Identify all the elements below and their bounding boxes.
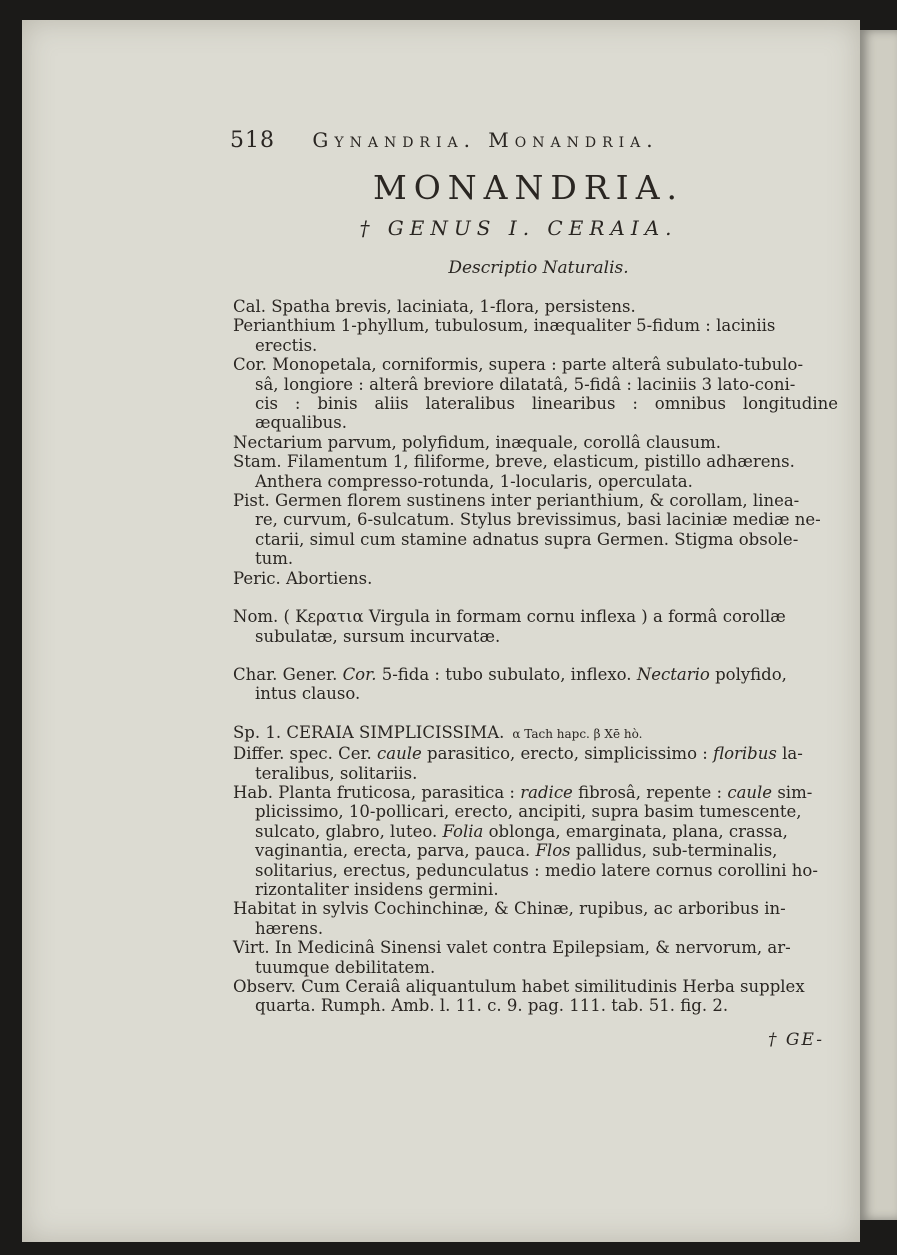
pericarp-line: Peric. Abortiens. xyxy=(233,568,373,588)
pistil-line: Pist. Germen florem sustinens inter perianthium, & corollam, linea- re, curvum, 6-sulcatum. Stylus brevissimus, basi laciniæ mediæ ne- ctarii, simul cum stamine adnatus supra Germen. Stigma obsole- tum. xyxy=(233,491,821,569)
running-title: Gynandria. Monandria. xyxy=(312,128,659,152)
description-subtitle: Descriptio Naturalis. xyxy=(448,258,629,278)
text-body xyxy=(233,297,838,1016)
virtues-line: Virt. In Medicinâ Sinensi valet contra Epilepsiam, & nervorum, ar- tuumque debilitatem. xyxy=(233,938,791,977)
genus-heading: † GENUS I. CERAIA. xyxy=(359,216,678,240)
differentia-line: Differ. spec. Cer. caule parasitico, erecto, simplicissimo : floribus la- teralibus, solitariis. xyxy=(233,744,803,783)
species-line: Sp. 1. CERAIA SIMPLICISSIMA. α Tach hapc. β Xē hò. xyxy=(233,722,643,742)
running-header xyxy=(230,128,830,153)
stamen-line: Stam. Filamentum 1, filiforme, breve, elasticum, pistillo adhærens. Anthera compresso-rotunda, 1-locularis, operculata. xyxy=(233,452,795,491)
nectarium-line: Nectarium parvum, polyfidum, inæquale, corollâ clausum. xyxy=(233,432,721,452)
page-number: 518 xyxy=(230,128,275,153)
facing-page-edge xyxy=(860,30,897,1220)
calyx-line: Cal. Spatha brevis, laciniata, 1-flora, persistens. xyxy=(233,297,636,316)
catchword: † GE- xyxy=(768,1030,824,1050)
habitat-line: Habitat in sylvis Cochinchinæ, & Chinæ, rupibus, ac arboribus in- hærens. xyxy=(233,899,786,938)
nomen-line: Nom. ( Κερατια Virgula in formam cornu inflexa ) a formâ corollæ subulatæ, sursum incurvatæ. xyxy=(233,607,786,646)
habitus-line: Hab. Planta fruticosa, parasitica : radice fibrosâ, repente : caule sim- plicissimo, 10-pollicari, erecto, ancipiti, supra basim tumescente, sulcato, glabro, luteo. Folia oblonga, emarginata, plana, crassa, vaginantia, erecta, parva, pauca. Flos pallidus, sub-terminalis, solitarius, erectus, pedunculatus : medio latere cornus corollini ho- rizontaliter insidens germini. xyxy=(233,782,818,899)
character-line: Char. Gener. Cor. 5-fida : tubo subulato, inflexo. Nectario polyfido, intus clauso. xyxy=(233,664,787,704)
observation-line: Observ. Cum Ceraiâ aliquantulum habet similitudinis Herba supplex quarta. Rumph. Amb. l. 11. c. 9. pag. 111. tab. 51. fig. 2. xyxy=(233,977,805,1016)
section-title: MONANDRIA. xyxy=(372,168,685,207)
perianth-line: Perianthium 1-phyllum, tubulosum, inæqualiter 5-fidum : laciniis erectis. xyxy=(233,316,776,355)
corolla-line: Cor. Monopetala, corniformis, supera : parte alterâ subulato-tubulo- sâ, longiore : alterâ breviore dilatatâ, 5-fidâ : laciniis 3 lato-coni- cis : binis aliis lateralibus linearibus : omnibus longitudine æqualibus. xyxy=(233,355,838,433)
